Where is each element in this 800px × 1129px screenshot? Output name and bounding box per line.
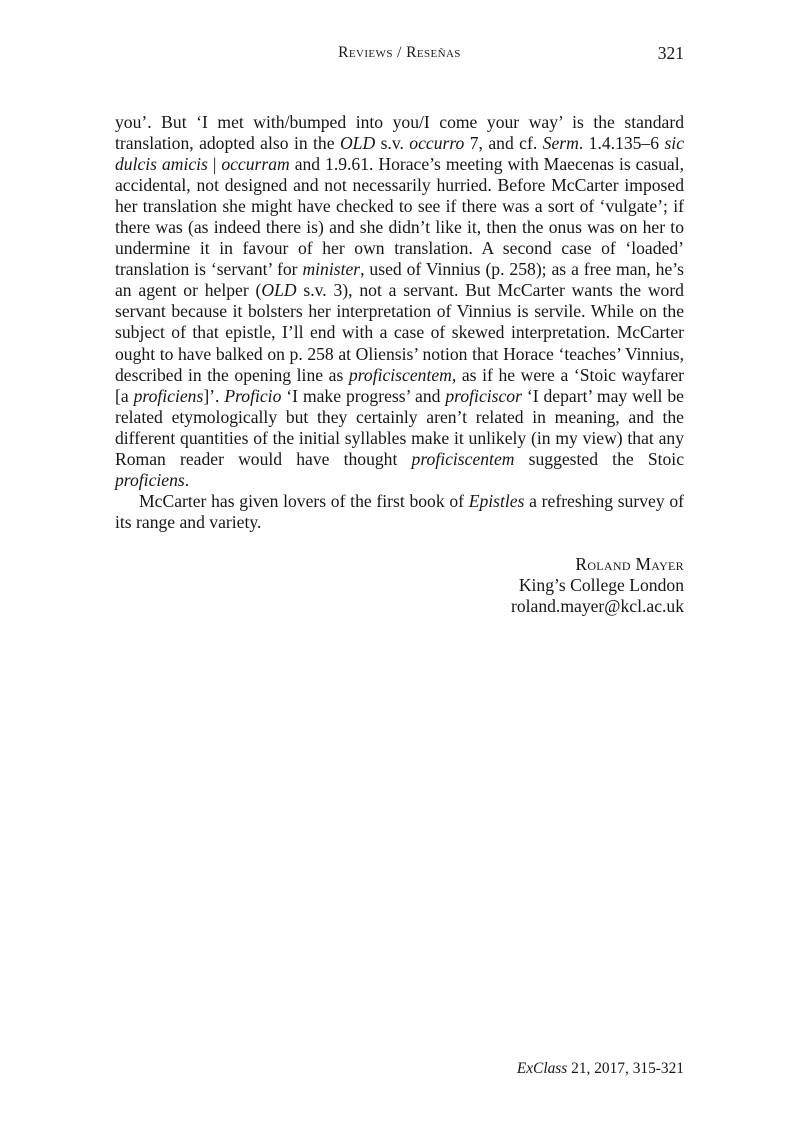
signature-affiliation: King’s College London [518, 575, 684, 596]
body-paragraph-1: you’. But ‘I met with/bumped into you/I come your way’ is the standard translation, adopted also in the OLD s.v. occurro 7, and cf. Serm. 1.4.135–6 sic dulcis amicis | occurram and 1.9.61. Horace’s meeting with Maecenas is casual, accidental, not designed and not necessarily hurried. Before McCarter imposed her translation she might have checked to see if there was a sort of ‘vulgate’; if there was (as indeed there is) and she didn’t like it, then the onus was on her to undermine it in favour of her own translation. A second case of ‘loaded’ translation is ‘servant’ for minister, used of Vinnius (p. 258); as a free man, he’s an agent or helper (OLD s.v. 3), not a servant. But McCarter wants the word servant because it bolsters her interpretation of Vinnius is servile. While on the subject of that epistle, I’ll end with a case of skewed interpretation. McCarter ought to have balked on p. 258 at Oliensis’ notion that Horace ‘teaches’ Vinnius, described in the opening line as proficiscentem, as if he were a ‘Stoic wayfarer [a proficiens]’. Proficio ‘I make progress’ and proficiscor ‘I depart’ may well be related etymologically but they certainly aren’t related in meaning, and the different quantities of the initial syllables make it unlikely (in my view) that any Roman reader would have thought proficiscentem suggested the Stoic proficiens. [115, 112, 685, 490]
running-head-title: Reviews / Reseñas [338, 44, 461, 61]
running-head [115, 44, 684, 68]
author-signature-block [115, 554, 684, 617]
signature-author-name: Roland Mayer [575, 554, 684, 574]
body-paragraph-2: McCarter has given lovers of the first book of Epistles a refreshing survey of its range and variety. [115, 490, 684, 532]
signature-email: roland.mayer@kcl.ac.uk [510, 596, 684, 617]
footer-citation: ExClass 21, 2017, 315-321 [516, 1060, 684, 1077]
body-text-block [115, 112, 684, 533]
page-number: 321 [657, 43, 684, 63]
